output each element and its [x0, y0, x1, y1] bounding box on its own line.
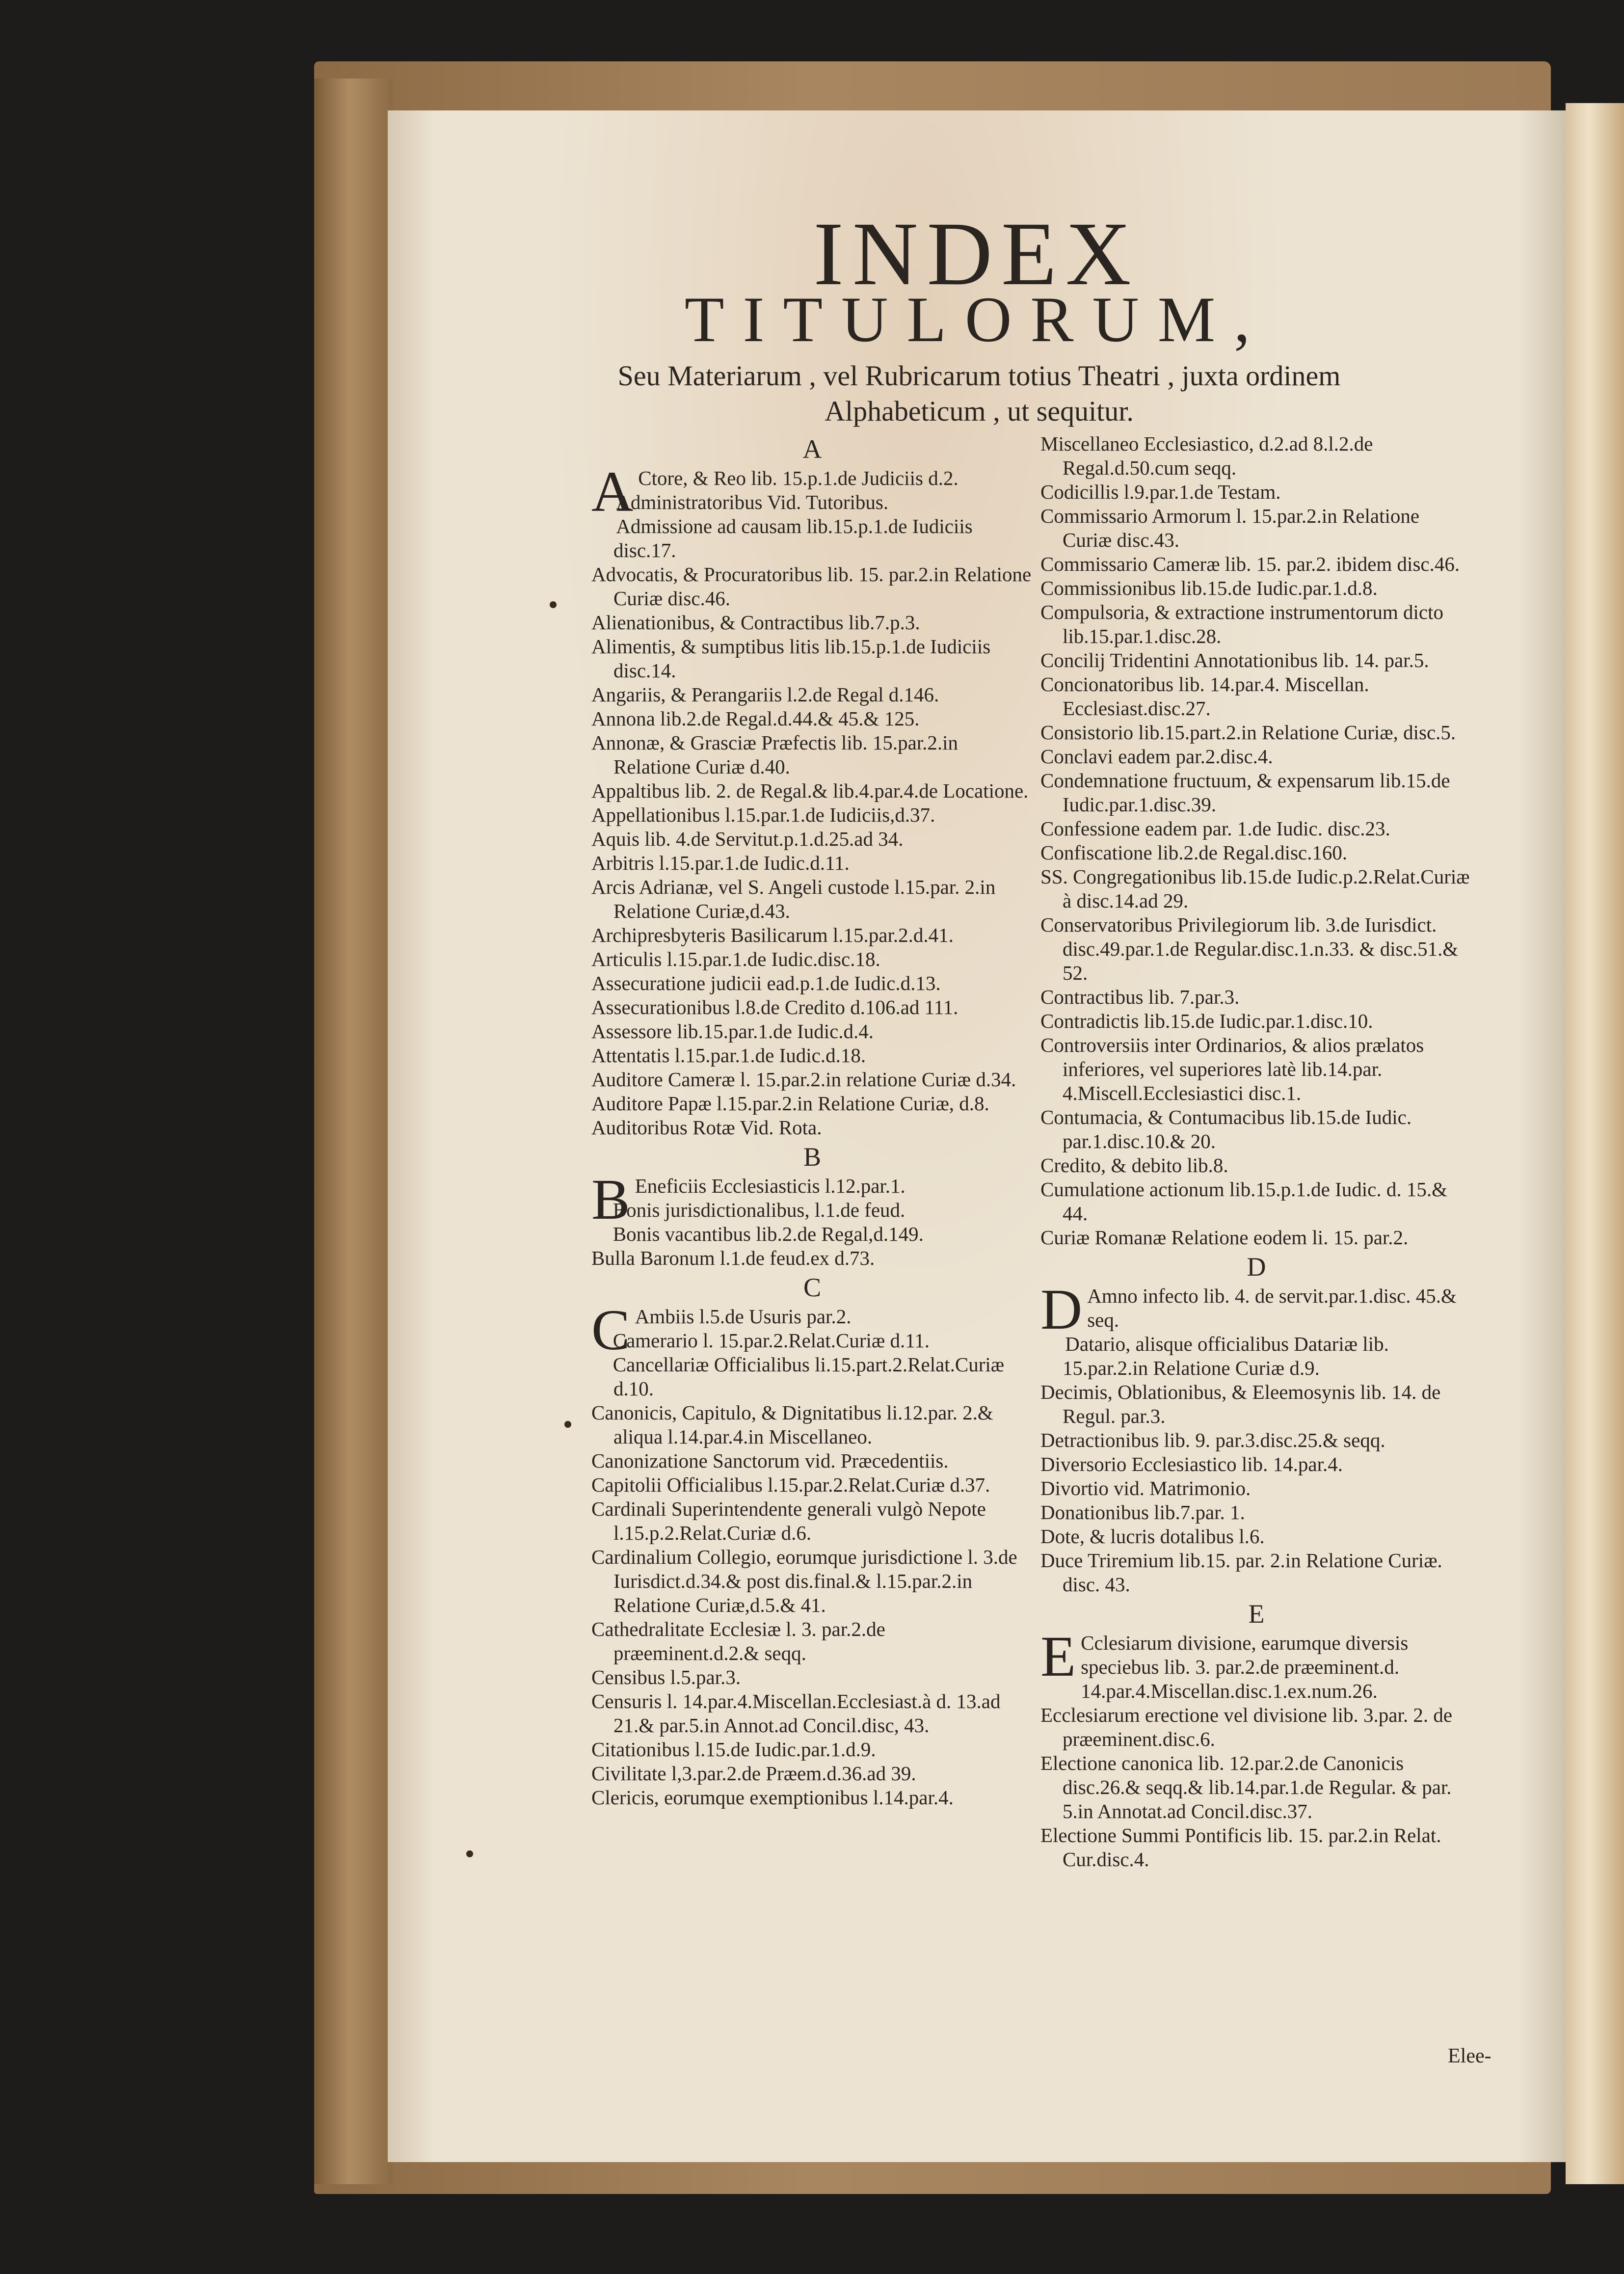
section-letter: A — [802, 434, 822, 464]
index-entry-text: Ctore, & Reo lib. 15.p.1.de Judiciis d.2. — [638, 467, 958, 489]
index-entry-text: Contumacia, & Contumacibus lib.15.de Iudic. par.1.disc.10.& 20. — [1040, 1106, 1412, 1152]
index-entry — [591, 1786, 1033, 1810]
index-entry-text: Assecurationibus l.8.de Credito d.106.ad 111. — [591, 996, 958, 1018]
page-title: INDEX — [813, 204, 1140, 304]
index-entry-text: Angariis, & Perangariis l.2.de Regal d.146. — [591, 683, 939, 706]
index-entry-text: Decimis, Oblationibus, & Eleemosynis lib. 14. de Regul. par.3. — [1040, 1381, 1441, 1427]
wormhole-mark — [466, 1850, 473, 1857]
index-entry-text: Datario, alisque officialibus Datariæ lib. 15.par.2.in Relatione Curiæ d.9. — [1063, 1333, 1389, 1379]
index-entry-text: Citationibus l.15.de Iudic.par.1.d.9. — [591, 1738, 876, 1761]
index-entry — [591, 1738, 1033, 1762]
index-entry-text: Alimentis, & sumptibus litis lib.15.p.1.de Iudiciis disc.14. — [591, 635, 991, 682]
index-entry-text: Civilitate l,3.par.2.de Præem.d.36.ad 39. — [591, 1762, 916, 1785]
drop-cap: A — [591, 459, 634, 524]
index-entry — [591, 562, 1033, 611]
index-entry-text: Attentatis l.15.par.1.de Iudic.d.18. — [591, 1044, 866, 1067]
index-entry-text: Clericis, eorumque exemptionibus l.14.par.4. — [591, 1786, 954, 1809]
index-entry-text: Conservatoribus Privilegiorum lib. 3.de Iurisdict. disc.49.par.1.de Regular.disc.1.n.33. & disc.51.& 52. — [1040, 913, 1459, 984]
index-entry — [1040, 1277, 1472, 1341]
index-entry — [591, 995, 1033, 1019]
index-entry-text: Bonis jurisdictionalibus, l.1.de feud. — [612, 1199, 905, 1221]
drop-cap: B — [591, 1167, 630, 1231]
index-entry-text: Amno infecto lib. 4. de servit.par.1.disc. 45.& seq. — [1087, 1284, 1457, 1331]
index-entry-text: Appellationibus l.15.par.1.de Iudiciis,d.37. — [591, 803, 935, 826]
index-entry-text: Donationibus lib.7.par. 1. — [1040, 1501, 1245, 1524]
index-entry-text: Condemnatione fructuum, & expensarum lib.15.de Iudic.par.1.disc.39. — [1040, 769, 1450, 816]
index-entry — [1040, 1332, 1472, 1380]
index-entry — [591, 1689, 1033, 1738]
index-entry-text: Assessore lib.15.par.1.de Iudic.d.4. — [591, 1020, 874, 1043]
index-entry-text: Auditore Cameræ l. 15.par.2.in relatione Curiæ d.34. — [591, 1068, 1016, 1091]
index-entry-text: Cathedralitate Ecclesiæ l. 3. par.2.de præeminent.d.2.& seqq. — [591, 1618, 885, 1664]
index-entry-text: Duce Triremium lib.15. par. 2.in Relatione Curiæ. disc. 43. — [1040, 1549, 1442, 1596]
index-entry-text: Advocatis, & Procuratoribus lib. 15. par.2.in Relatione Curiæ disc.46. — [591, 563, 1032, 610]
index-entry — [591, 827, 1033, 851]
index-entry — [591, 1545, 1033, 1617]
index-entry — [591, 1762, 1033, 1786]
index-entry — [591, 875, 1033, 923]
index-entry — [1040, 1525, 1472, 1549]
index-entry-text: Confessione eadem par. 1.de Iudic. disc.23. — [1040, 817, 1390, 840]
index-entry — [1040, 1226, 1472, 1250]
index-entry-text: Articulis l.15.par.1.de Iudic.disc.18. — [591, 948, 880, 970]
wormhole-mark — [550, 601, 557, 608]
section-letter: C — [803, 1273, 822, 1302]
index-entry-text: Canonicis, Capitulo, & Dignitatibus li.12.par. 2.& aliqua l.14.par.4.in Miscellaneo. — [591, 1401, 993, 1448]
index-entry — [1040, 432, 1472, 480]
index-entry-text: Canonizatione Sanctorum vid. Præcedentiis. — [591, 1449, 949, 1472]
index-entry-text: Cclesiarum divisione, earumque diversis speciebus lib. 3. par.2.de præeminent.d. 14.par.4.Miscellan.disc.1.ex.num.26. — [1081, 1632, 1409, 1702]
index-entry-text: Censuris l. 14.par.4.Miscellan.Ecclesiast.à d. 13.ad 21.& par.5.in Annot.ad Concil.disc, 43. — [591, 1690, 1001, 1737]
index-entry — [591, 1246, 1033, 1270]
index-entry-text: Auditore Papæ l.15.par.2.in Relatione Curiæ, d.8. — [591, 1092, 989, 1115]
index-entry-text: Admissione ad causam lib.15.p.1.de Iudiciis disc.17. — [613, 515, 973, 562]
index-entry-text: Eneficiis Ecclesiasticis l.12.par.1. — [635, 1175, 905, 1197]
index-entry — [591, 1401, 1033, 1449]
index-entry-text: Censibus l.5.par.3. — [591, 1666, 741, 1688]
index-entry-text: Ecclesiarum erectione vel divisione lib. 3.par. 2. de præeminent.disc.6. — [1040, 1704, 1453, 1750]
index-entry-text: Annonæ, & Grasciæ Præfectis lib. 15.par.2.in Relatione Curiæ d.40. — [591, 731, 958, 778]
index-entry-text: Electione Summi Pontificis lib. 15. par.2.in Relat. Cur.disc.4. — [1040, 1824, 1441, 1871]
index-entry — [591, 923, 1033, 947]
index-entry — [1040, 817, 1472, 841]
index-entry-text: Codicillis l.9.par.1.de Testam. — [1040, 481, 1281, 503]
index-entry — [591, 1329, 1033, 1353]
facing-page-edge — [1566, 103, 1624, 2184]
index-entry-text: Aquis lib. 4.de Servitut.p.1.d.25.ad 34. — [591, 828, 904, 850]
index-entry — [591, 683, 1033, 707]
index-entry-text: Alienationibus, & Contractibus lib.7.p.3. — [591, 611, 920, 634]
index-entry-text: Assecuratione judicii ead.p.1.de Iudic.d.13. — [591, 972, 941, 994]
index-entry — [591, 611, 1033, 635]
right-column — [1040, 432, 1472, 1872]
index-entry — [1040, 985, 1472, 1009]
drop-cap: E — [1040, 1624, 1076, 1688]
index-entry-text: Contractibus lib. 7.par.3. — [1040, 986, 1240, 1008]
index-entry — [591, 1198, 1033, 1222]
index-entry-text: Commissionibus lib.15.de Iudic.par.1.d.8. — [1040, 577, 1378, 599]
index-entry — [1040, 1033, 1472, 1105]
index-entry-text: Bonis vacantibus lib.2.de Regal,d.149. — [612, 1223, 924, 1245]
page-subtitle: TITULORUM, — [684, 283, 1269, 355]
index-entry-text: Archipresbyteris Basilicarum l.15.par.2.d.41. — [591, 924, 954, 946]
index-entry — [1040, 1751, 1472, 1823]
index-entry — [1040, 1380, 1472, 1428]
index-entry — [591, 1353, 1033, 1401]
index-entry-text: Dote, & lucris dotalibus l.6. — [1040, 1525, 1265, 1548]
index-entry — [591, 1665, 1033, 1689]
index-entry-text: Divortio vid. Matrimonio. — [1040, 1477, 1251, 1499]
index-entry — [1040, 721, 1472, 745]
index-entry — [591, 1019, 1033, 1043]
index-entry — [1040, 769, 1472, 817]
index-entry — [1040, 1823, 1472, 1872]
index-entry-text: Credito, & debito lib.8. — [1040, 1154, 1228, 1177]
index-entry-text: Diversorio Ecclesiastico lib. 14.par.4. — [1040, 1453, 1343, 1475]
index-entry — [1040, 1177, 1472, 1226]
index-entry-text: Ambiis l.5.de Usuris par.2. — [635, 1305, 852, 1328]
index-entry-text: Capitolii Officialibus l.15.par.2.Relat.Curiæ d.37. — [591, 1473, 990, 1496]
index-entry-text: SS. Congregationibus lib.15.de Iudic.p.2.Relat.Curiæ à disc.14.ad 29. — [1040, 865, 1470, 912]
index-entry-text: Commissario Cameræ lib. 15. par.2. ibidem disc.46. — [1040, 553, 1460, 575]
index-entry-text: Conclavi eadem par.2.disc.4. — [1040, 745, 1273, 768]
index-entry — [591, 1617, 1033, 1665]
index-entry-text: Cumulatione actionum lib.15.p.1.de Iudic. d. 15.& 44. — [1040, 1178, 1447, 1225]
index-entry-text: Cardinali Superintendente generali vulgò Nepote l.15.p.2.Relat.Curiæ d.6. — [591, 1498, 986, 1544]
index-entry-text: Detractionibus lib. 9. par.3.disc.25.& seqq. — [1040, 1429, 1385, 1451]
index-entry — [1040, 480, 1472, 504]
index-entry — [1040, 648, 1472, 672]
book-spine — [314, 79, 393, 2184]
index-entry-text: Arbitris l.15.par.1.de Iudic.d.11. — [591, 852, 850, 874]
drop-cap: D — [1040, 1277, 1083, 1341]
index-entry — [591, 514, 1033, 562]
section-letter: B — [803, 1142, 822, 1172]
index-entry-text: Administratoribus Vid. Tutoribus. — [616, 491, 889, 513]
index-entry — [1040, 1153, 1472, 1177]
index-entry — [591, 707, 1033, 731]
index-entry — [591, 947, 1033, 971]
index-entry — [591, 779, 1033, 803]
index-entry — [1040, 1105, 1472, 1153]
index-entry-text: Curiæ Romanæ Relatione eodem li. 15. par.2. — [1040, 1226, 1409, 1249]
index-entry-text: Commissario Armorum l. 15.par.2.in Relatione Curiæ disc.43. — [1040, 505, 1420, 551]
index-entry-text: Arcis Adrianæ, vel S. Angeli custode l.15.par. 2.in Relatione Curiæ,d.43. — [591, 876, 996, 922]
index-entry — [591, 851, 1033, 875]
index-entry-text: Concilij Tridentini Annotationibus lib. 14. par.5. — [1040, 649, 1429, 671]
index-entry — [1040, 504, 1472, 552]
index-entry — [1040, 552, 1472, 576]
index-entry — [1040, 865, 1472, 913]
index-entry — [1040, 913, 1472, 985]
index-entry-text: Bulla Baronum l.1.de feud.ex d.73. — [591, 1247, 875, 1269]
index-entry — [591, 635, 1033, 683]
index-entry — [1040, 841, 1472, 865]
index-entry — [1040, 1428, 1472, 1452]
index-entry — [591, 490, 1033, 514]
left-column — [591, 432, 1033, 1810]
page-description: Seu Materiarum , vel Rubricarum totius Theatri , juxta ordinem Alphabeticum , ut sequitur. — [617, 360, 1341, 427]
index-entry — [591, 1092, 1033, 1116]
index-entry-text: Consistorio lib.15.part.2.in Relatione Curiæ, disc.5. — [1040, 721, 1456, 744]
index-entry — [591, 731, 1033, 779]
index-entry-text: Auditoribus Rotæ Vid. Rota. — [591, 1116, 822, 1139]
section-letter: E — [1248, 1599, 1265, 1629]
section-letter: D — [1247, 1252, 1266, 1282]
drop-cap: C — [591, 1298, 630, 1362]
index-entry-text: Annona lib.2.de Regal.d.44.& 45.& 125. — [591, 707, 920, 730]
index-entry — [1040, 672, 1472, 721]
index-entry-text: Camerario l. 15.par.2.Relat.Curiæ d.11. — [612, 1329, 930, 1352]
index-entry — [1040, 1703, 1472, 1751]
index-entry — [1040, 745, 1472, 769]
index-page — [388, 110, 1566, 2162]
index-entry — [1040, 1452, 1472, 1476]
index-entry — [591, 803, 1033, 827]
index-entry — [591, 1497, 1033, 1545]
index-entry — [1040, 1476, 1472, 1500]
index-entry — [591, 1043, 1033, 1068]
index-entry — [591, 1068, 1033, 1092]
index-entry — [1040, 1009, 1472, 1033]
index-entry-text: Electione canonica lib. 12.par.2.de Canonicis disc.26.& seqq.& lib.14.par.1.de Regular. & par. 5.in Annotat.ad Concil.disc.37. — [1040, 1752, 1452, 1822]
index-entry-text: Contradictis lib.15.de Iudic.par.1.disc.10. — [1040, 1010, 1373, 1032]
index-entry-text: Cardinalium Collegio, eorumque jurisdictione l. 3.de Iurisdict.d.34.& post dis.final.& l.15.par.2.in Relatione Curiæ,d.5.& 41. — [591, 1546, 1017, 1616]
index-entry — [1040, 1624, 1472, 1703]
index-entry-text: Concionatoribus lib. 14.par.4. Miscellan. Ecclesiast.disc.27. — [1040, 673, 1369, 720]
catchword: Elee- — [1448, 2045, 1491, 2067]
index-entry-text: Controversiis inter Ordinarios, & alios prælatos inferiores, vel superiores latè lib.14.par. 4.Miscell.Ecclesiastici disc.1. — [1040, 1034, 1424, 1104]
index-entry — [591, 1473, 1033, 1497]
index-entry — [1040, 1500, 1472, 1525]
index-entry-text: Cancellariæ Officialibus li.15.part.2.Relat.Curiæ d.10. — [612, 1353, 1005, 1400]
index-entry — [591, 1222, 1033, 1246]
index-entry-text: Compulsoria, & extractione instrumentorum dicto lib.15.par.1.disc.28. — [1040, 601, 1443, 647]
index-entry — [591, 1116, 1033, 1140]
index-entry-text: Miscellaneo Ecclesiastico, d.2.ad 8.l.2.de Regal.d.50.cum seqq. — [1040, 432, 1373, 479]
index-entry — [591, 971, 1033, 995]
wormhole-mark — [564, 1421, 571, 1428]
index-entry-text: Appaltibus lib. 2. de Regal.& lib.4.par.4.de Locatione. — [591, 779, 1029, 802]
index-entry — [1040, 576, 1472, 600]
index-entry — [591, 1449, 1033, 1473]
index-entry-text: Confiscatione lib.2.de Regal.disc.160. — [1040, 841, 1348, 864]
index-entry — [1040, 600, 1472, 648]
index-entry — [1040, 1549, 1472, 1597]
